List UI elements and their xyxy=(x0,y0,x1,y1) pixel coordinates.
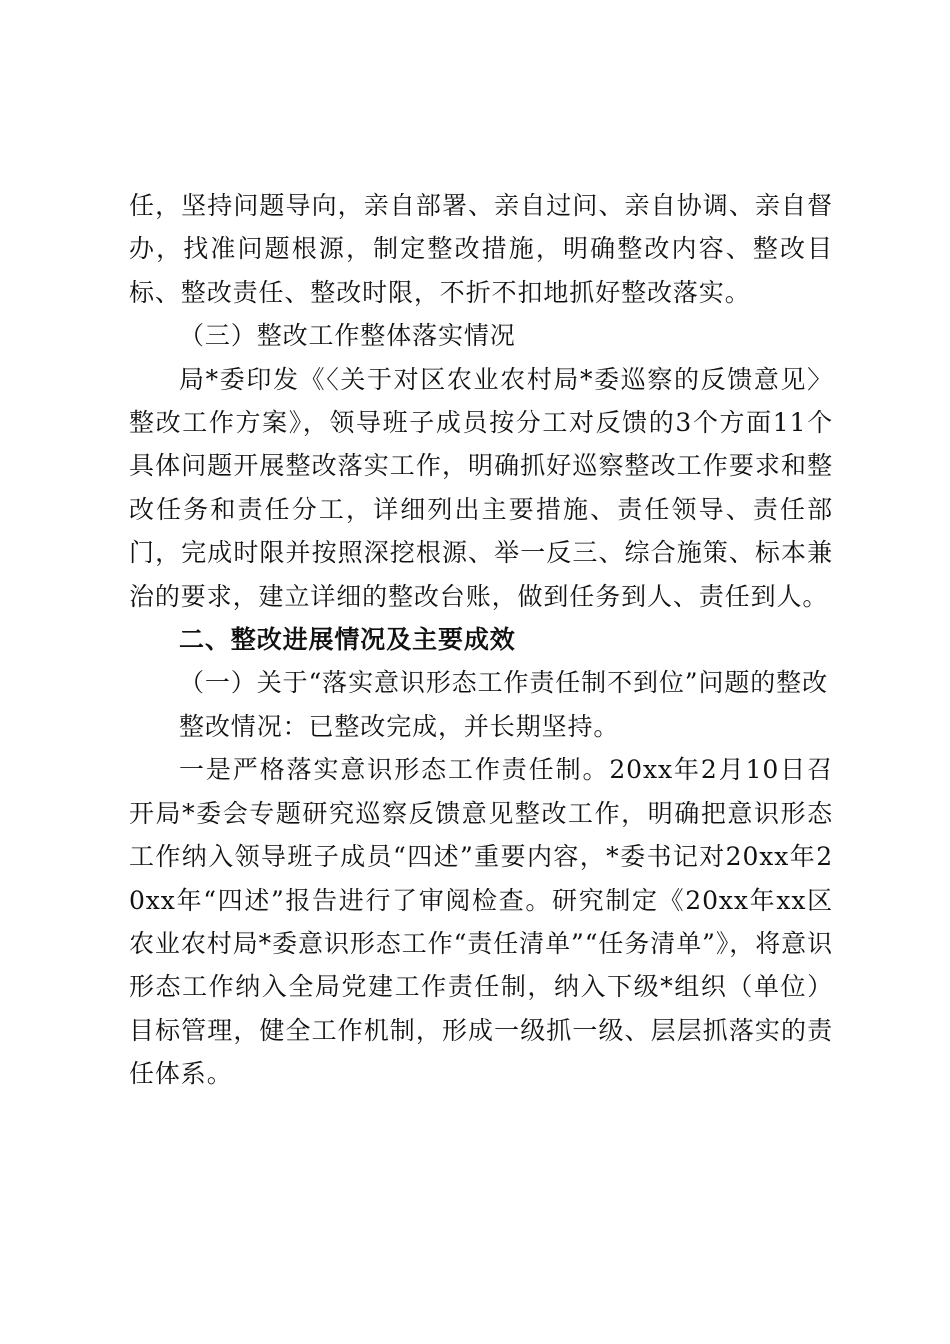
subheading-one: （一）关于“落实意识形态工作责任制不到位”问题的整改 xyxy=(179,668,828,698)
section-heading-two: 二、整改进展情况及主要成效 xyxy=(179,625,516,655)
paragraph-implementation: 局*委印发《〈关于对区农业农村局*委巡察的反馈意见〉整改工作方案》，领导班子成员按分工对反馈的3个方面11个具体问题开展整改落实工作，明确抓好巡察整改工作要求和整改任务和责任分工，详细列出主要措施、责任领导、责任部门，完成时限并按照深挖根源、举一反三、综合施策、标本兼治的要求，建立详细的整改台账，做到任务到人、责任到人。 xyxy=(129,364,833,611)
paragraph-continued: 任，坚持问题导向，亲自部署、亲自过问、亲自协调、亲自督办，找准问题根源，制定整改措施，明确整改内容、整改目标、整改责任、整改时限，不折不扣地抓好整改落实。 xyxy=(129,191,833,307)
paragraph-status: 整改情况：已整改完成，并长期坚持。 xyxy=(179,711,620,741)
document-body xyxy=(129,184,833,1096)
subheading-three: （三）整改工作整体落实情况 xyxy=(179,321,516,351)
paragraph-first-measure: 一是严格落实意识形态工作责任制。20xx年2月10日召开局*委会专题研究巡察反馈意见整改工作，明确把意识形态工作纳入领导班子成员“四述”重要内容，*委书记对20xx年20xx年“四述”报告进行了审阅检查。研究制定《20xx年xx区农业农村局*委意识形态工作“责任清单”“任务清单”》，将意识形态工作纳入全局党建工作责任制，纳入下级*组织（单位）目标管理，健全工作机制，形成一级抓一级、层层抓落实的责任体系。 xyxy=(129,755,833,1089)
